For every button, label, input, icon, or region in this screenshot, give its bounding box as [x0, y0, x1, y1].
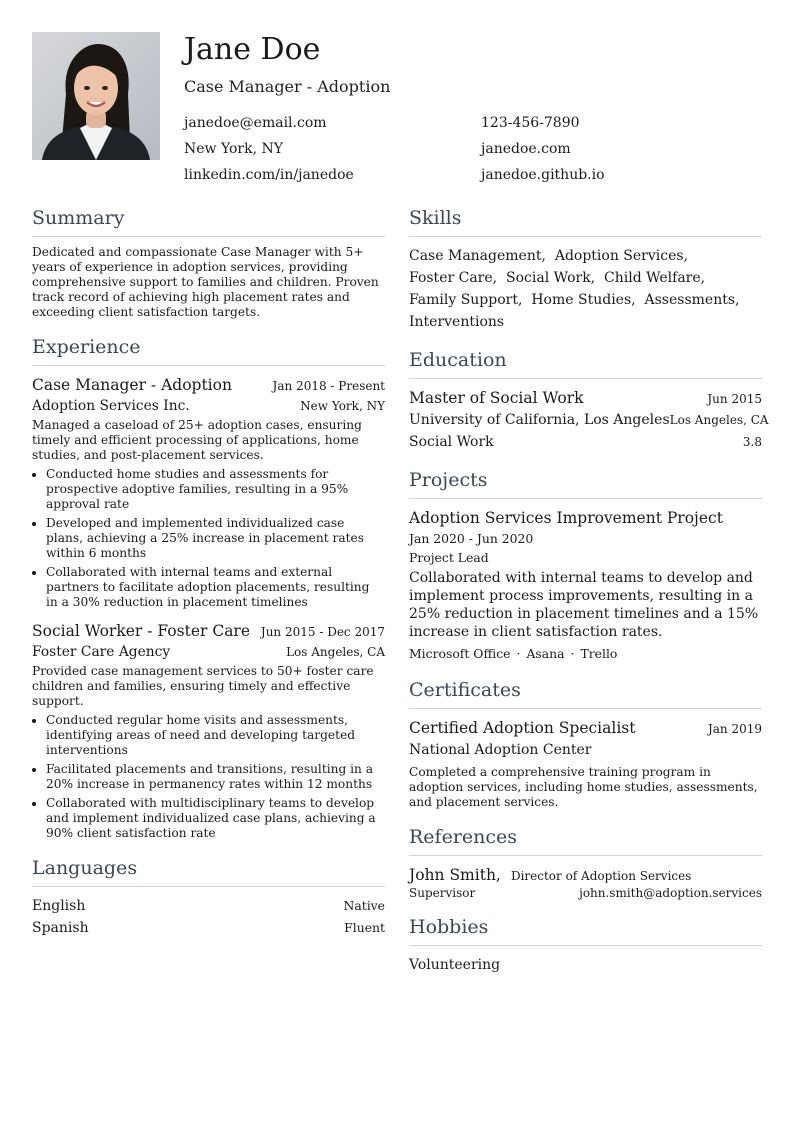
projects-heading: Projects	[409, 467, 762, 499]
project-role: Project Lead	[409, 550, 489, 565]
job-bullet: • Conducted regular home visits and assessments, identifying areas of need and developing targeted interventions	[46, 713, 385, 758]
candidate-name: Jane Doe	[184, 32, 321, 67]
certificates-section	[409, 677, 762, 810]
language-name: Spanish	[32, 920, 89, 936]
job-company: Adoption Services Inc.	[32, 398, 190, 414]
skill-item: Interventions	[409, 314, 505, 330]
person-portrait-image	[32, 32, 160, 160]
job-location: Los Angeles, CA	[286, 645, 385, 659]
hobbies-section	[409, 914, 762, 976]
reference-name: John Smith,	[409, 866, 501, 884]
languages-section	[32, 855, 385, 939]
skill-item: Child Welfare,	[604, 270, 706, 286]
certificate-description: Completed a comprehensive training program in adoption services, including home studies, assessments, and placement services.	[409, 765, 758, 809]
job-description: Provided case management services to 50+ foster care children and families, ensuring timely and effective support.	[32, 664, 374, 708]
education-date: Jun 2015	[707, 392, 762, 406]
education-section	[409, 347, 769, 453]
education-school: University of California, Los Angeles	[409, 412, 670, 428]
job-bullets	[32, 467, 385, 610]
language-level: Native	[343, 898, 385, 913]
certificate-name: Certified Adoption Specialist	[409, 719, 636, 737]
contact-github[interactable]: janedoe.github.io	[481, 167, 605, 183]
left-column	[32, 205, 385, 953]
contact-linkedin[interactable]: linkedin.com/in/janedoe	[184, 167, 354, 183]
projects-section	[409, 467, 762, 663]
education-heading: Education	[409, 347, 762, 379]
languages-heading: Languages	[32, 855, 385, 887]
separator-dot: ·	[516, 646, 521, 661]
skill-item: Home Studies,	[531, 292, 636, 308]
reference-email[interactable]: john.smith@adoption.services	[579, 886, 762, 900]
summary-heading: Summary	[32, 205, 385, 237]
candidate-headline: Case Manager - Adoption	[184, 77, 391, 96]
hobby-item: Volunteering	[409, 957, 501, 973]
skills-heading: Skills	[409, 205, 762, 237]
language-row	[32, 895, 385, 917]
job-date: Jan 2018 - Present	[272, 379, 385, 393]
job-company: Foster Care Agency	[32, 644, 171, 660]
language-name: English	[32, 898, 86, 914]
education-field: Social Work	[409, 434, 494, 450]
contact-location: New York, NY	[184, 141, 283, 157]
certificate-date: Jan 2019	[707, 722, 762, 736]
education-degree: Master of Social Work	[409, 389, 584, 407]
experience-section	[32, 334, 385, 841]
project-description: Collaborated with internal teams to develop and implement process improvements, resulting in a 25% reduction in placement timelines and a 15% increase in client satisfaction rates.	[409, 570, 759, 640]
job-bullet: • Conducted home studies and assessments for prospective adoptive families, resulting in a 95% approval rate	[46, 467, 385, 512]
project-date: Jan 2020 - Jun 2020	[409, 531, 534, 546]
separator-dot: ·	[570, 646, 575, 661]
skills-section	[409, 205, 762, 333]
reference-position: Director of Adoption Services	[510, 869, 692, 883]
education-gpa: 3.8	[742, 435, 762, 449]
summary-section	[32, 205, 385, 320]
job-date: Jun 2015 - Dec 2017	[260, 625, 385, 639]
job-bullet: • Collaborated with internal teams and external partners to facilitate adoption placements, resulting in a 30% reduction in placement timelines	[46, 565, 385, 610]
language-level: Fluent	[344, 920, 385, 935]
summary-text: Dedicated and compassionate Case Manager with 5+ years of experience in adoption services, providing comprehensive support to families and children. Proven track record of achieving high placement rates and exceeding client satisfaction targets.	[32, 245, 379, 319]
references-section	[409, 824, 762, 900]
skill-item: Social Work,	[506, 270, 596, 286]
project-tools	[409, 645, 762, 663]
language-row	[32, 917, 385, 939]
skill-item: Adoption Services,	[554, 248, 689, 264]
project-tool: Microsoft Office	[409, 646, 511, 661]
experience-heading: Experience	[32, 334, 385, 366]
profile-photo	[32, 32, 160, 160]
hobbies-heading: Hobbies	[409, 914, 762, 946]
education-location: Los Angeles, CA	[669, 413, 769, 427]
skills-list	[409, 245, 762, 333]
job-bullets	[32, 713, 385, 841]
job-bullet: • Facilitated placements and transitions, resulting in a 20% increase in permanency rates within 12 months	[46, 762, 385, 792]
skill-item: Foster Care,	[409, 270, 498, 286]
job-title: Case Manager - Adoption	[32, 376, 232, 394]
job-bullet: • Collaborated with multidisciplinary teams to develop and implement individualized case plans, achieving a 90% client satisfaction rate	[46, 796, 385, 841]
certificates-heading: Certificates	[409, 677, 762, 709]
skill-item: Family Support,	[409, 292, 523, 308]
experience-entry	[32, 620, 385, 841]
contact-phone[interactable]: 123-456-7890	[481, 115, 580, 131]
project-tool: Asana	[526, 646, 565, 661]
job-location: New York, NY	[300, 399, 385, 413]
project-name: Adoption Services Improvement Project	[409, 509, 723, 527]
reference-relation: Supervisor	[409, 886, 476, 900]
references-heading: References	[409, 824, 762, 856]
project-tool: Trello	[580, 646, 618, 661]
experience-entry	[32, 374, 385, 610]
contact-website[interactable]: janedoe.com	[481, 141, 571, 157]
job-bullet: • Developed and implemented individualized case plans, achieving a 25% increase in placement rates within 6 months	[46, 516, 385, 561]
contact-email[interactable]: janedoe@email.com	[184, 115, 327, 131]
right-column	[409, 205, 769, 990]
skill-item: Assessments,	[644, 292, 740, 308]
skill-item: Case Management,	[409, 248, 546, 264]
job-description: Managed a caseload of 25+ adoption cases, ensuring timely and efficient processing of applications, home studies, and post-placement services.	[32, 418, 362, 462]
job-title: Social Worker - Foster Care	[32, 622, 251, 640]
certificate-issuer: National Adoption Center	[409, 742, 592, 758]
